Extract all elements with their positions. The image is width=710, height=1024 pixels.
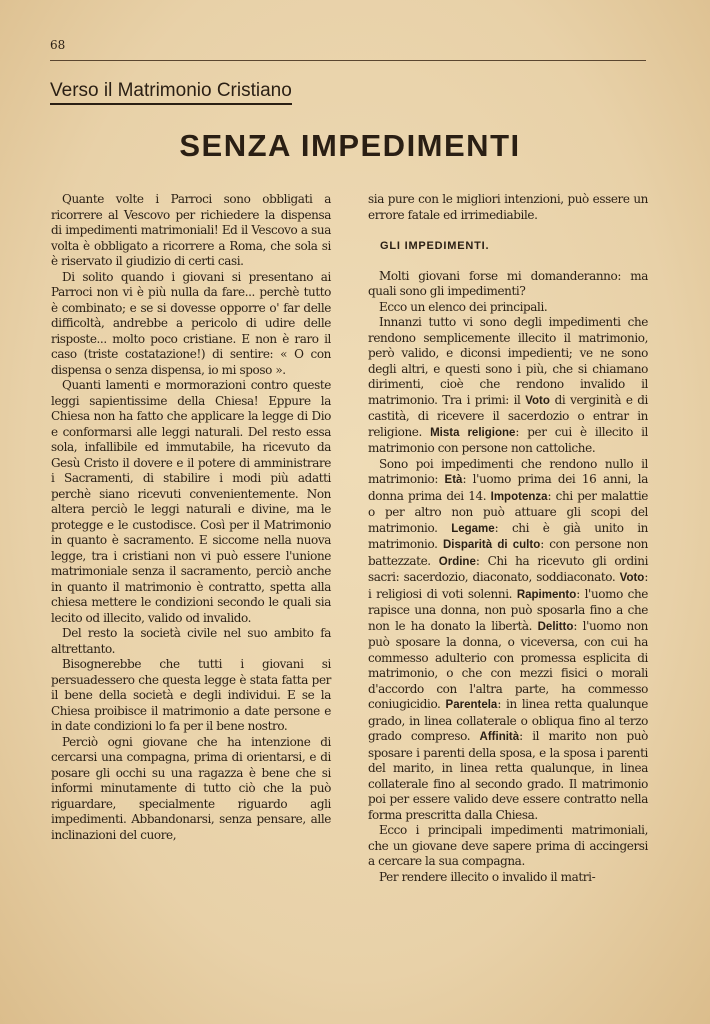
keyword: Voto xyxy=(619,572,645,584)
header-rule xyxy=(50,60,646,61)
keyword: Affinità xyxy=(479,731,520,743)
left-column xyxy=(51,192,331,843)
paragraph: Ecco i principali impedimenti matrimoniali, che un giovane deve sapere prima di accingersi a cercare la sua compagna. xyxy=(368,823,648,868)
paragraph: Perciò ogni giovane che ha intenzione di cercarsi una compagna, prima di orientarsi, e di posare gli occhi su una ragazza è bene che si informi minutamente di tutto ciò che la può riguardare, specialmente riguardo agli impedimenti. Abbandonarsi, senza pensare, alle inclinazioni del cuore, xyxy=(51,734,331,842)
article-title: SENZA IMPEDIMENTI xyxy=(179,128,521,163)
paragraph: Sono poi impedimenti che rendono nullo il matrimonio: Età: l'uomo prima dei 16 anni, la donna prima dei 14. Impotenza: chi per malattie o per altro non può attuare gli scopi del matrimonio. Legame: chi è già unito in matrimonio. Disparità di culto: con persone non battezzate. Ordine: Chi ha ricevuto gli ordini sacri: sacerdozio, diaconato, soddiaconato. Voto: i religiosi di voti solenni. Rapimento: l'uomo che rapisce una donna, non può sposarla fino a che non le ha donato la libertà. Delitto: l'uomo non può sposare la donna, o viceversa, con cui ha commesso adulterio con promessa esplicita di matrimonio, o che con mezzi fisici o morali d'accordo con l'altra parte, ha commesso coniugicidio. Parentela: in linea retta qualunque grado, in linea collaterale o obliqua fino al terzo grado compreso. Affinità: il marito non può sposare i parenti della sposa, e la sposa i parenti del marito, in linea retta qualunque, in linea collaterale fino al secondo grado. Il matrimonio poi per essere valido deve essere contratto nella forma prescritta dalla Chiesa. xyxy=(368,456,649,822)
paragraph: Bisognerebbe che tutti i giovani si persuadessero che questa legge è stata fatta per il bene della società e degli individui. E se la Chiesa proibisce il matrimonio a date persone e in date condizioni lo fa per il bene nostro. xyxy=(51,657,331,733)
keyword: Ordine xyxy=(438,555,476,568)
page-number: 68 xyxy=(50,38,66,52)
paragraph: sia pure con le migliori intenzioni, può essere un errore fatale ed irrimediabile. xyxy=(368,192,648,222)
keyword: Disparità di culto xyxy=(442,539,541,551)
paragraph: Quante volte i Parroci sono obbligati a ricorrere al Vescovo per richiedere la dispensa di impedimenti matrimoniali! Ed il Vescovo a sua volta è obbligato a ricorrere a Roma, che sola si è riservato il giudizio di certi casi. xyxy=(51,192,331,268)
keyword: Impotenza xyxy=(490,490,548,503)
paragraph: Innanzi tutto vi sono degli impedimenti che rendono semplicemente illecito il matrimonio, però valido, e diconsi impedienti; ve ne sono degli altri, e questi sono i più, che si chiamano dirimenti, cioè che rendono invalido il matrimonio. Tra i primi: il Voto di verginità e di castità, di ricevere il sacerdozio o entrar in religione. Mista religione: per cui è illecito il matrimonio con persone non cattoliche. xyxy=(368,315,648,455)
keyword: Voto xyxy=(525,394,550,407)
paragraph: Ecco un elenco dei principali. xyxy=(379,299,548,314)
keyword: Parentela xyxy=(445,699,498,711)
keyword: Età xyxy=(444,474,463,486)
keyword: Legame xyxy=(451,522,495,535)
keyword: Rapimento xyxy=(516,588,577,601)
paragraph: Quanti lamenti e mormorazioni contro queste leggi sapientissime della Chiesa! Eppure la Chiesa non ha fatto che applicare la legge di Dio e conformarsi alle leggi naturali. Del resto essa sola, infallibile ed immutabile, ha ricevuto da Gesù Cristo il dovere e il potere di amministrare i Sacramenti, di stabilire i modi più adatti perchè siano ricevuti convenientemente. Non altera perciò le leggi naturali e divine, ma le protegge e le custodisce. Così per il Matrimonio in quanto è sacramento. E siccome nella nuova legge, tra i cristiani non vi può essere l'unione matrimoniale senza il sacramento, perciò anche in quanto il matrimonio è contratto, spetta alla chiesa mettere le condizioni secondo le quali sia lecito od illecito, valido od invalido. xyxy=(51,378,331,625)
subheading: GLI IMPEDIMENTI. xyxy=(380,240,490,252)
section-title: Verso il Matrimonio Cristiano xyxy=(50,80,292,105)
right-column xyxy=(368,192,648,885)
keyword: Mista religione xyxy=(430,426,516,439)
paragraph: Del resto la società civile nel suo ambito fa altrettanto. xyxy=(51,626,331,656)
keyword: Delitto xyxy=(537,620,574,633)
paragraph: Molti giovani forse mi domanderanno: ma quali sono gli impedimenti? xyxy=(368,268,648,298)
paragraph: Di solito quando i giovani si presentano ai Parroci non vi è più nulla da fare... perchè tutto è combinato; e se si dovesse opporre o' far delle difficoltà, andrebbe a pericolo di udire delle risposte... molto poco cristiane. E non è raro il caso (triste costatazione!) di sentire: « O con dispensa o senza dispensa, io mi sposo ». xyxy=(51,269,331,377)
paragraph: Per rendere illecito o invalido il matri- xyxy=(379,869,596,884)
